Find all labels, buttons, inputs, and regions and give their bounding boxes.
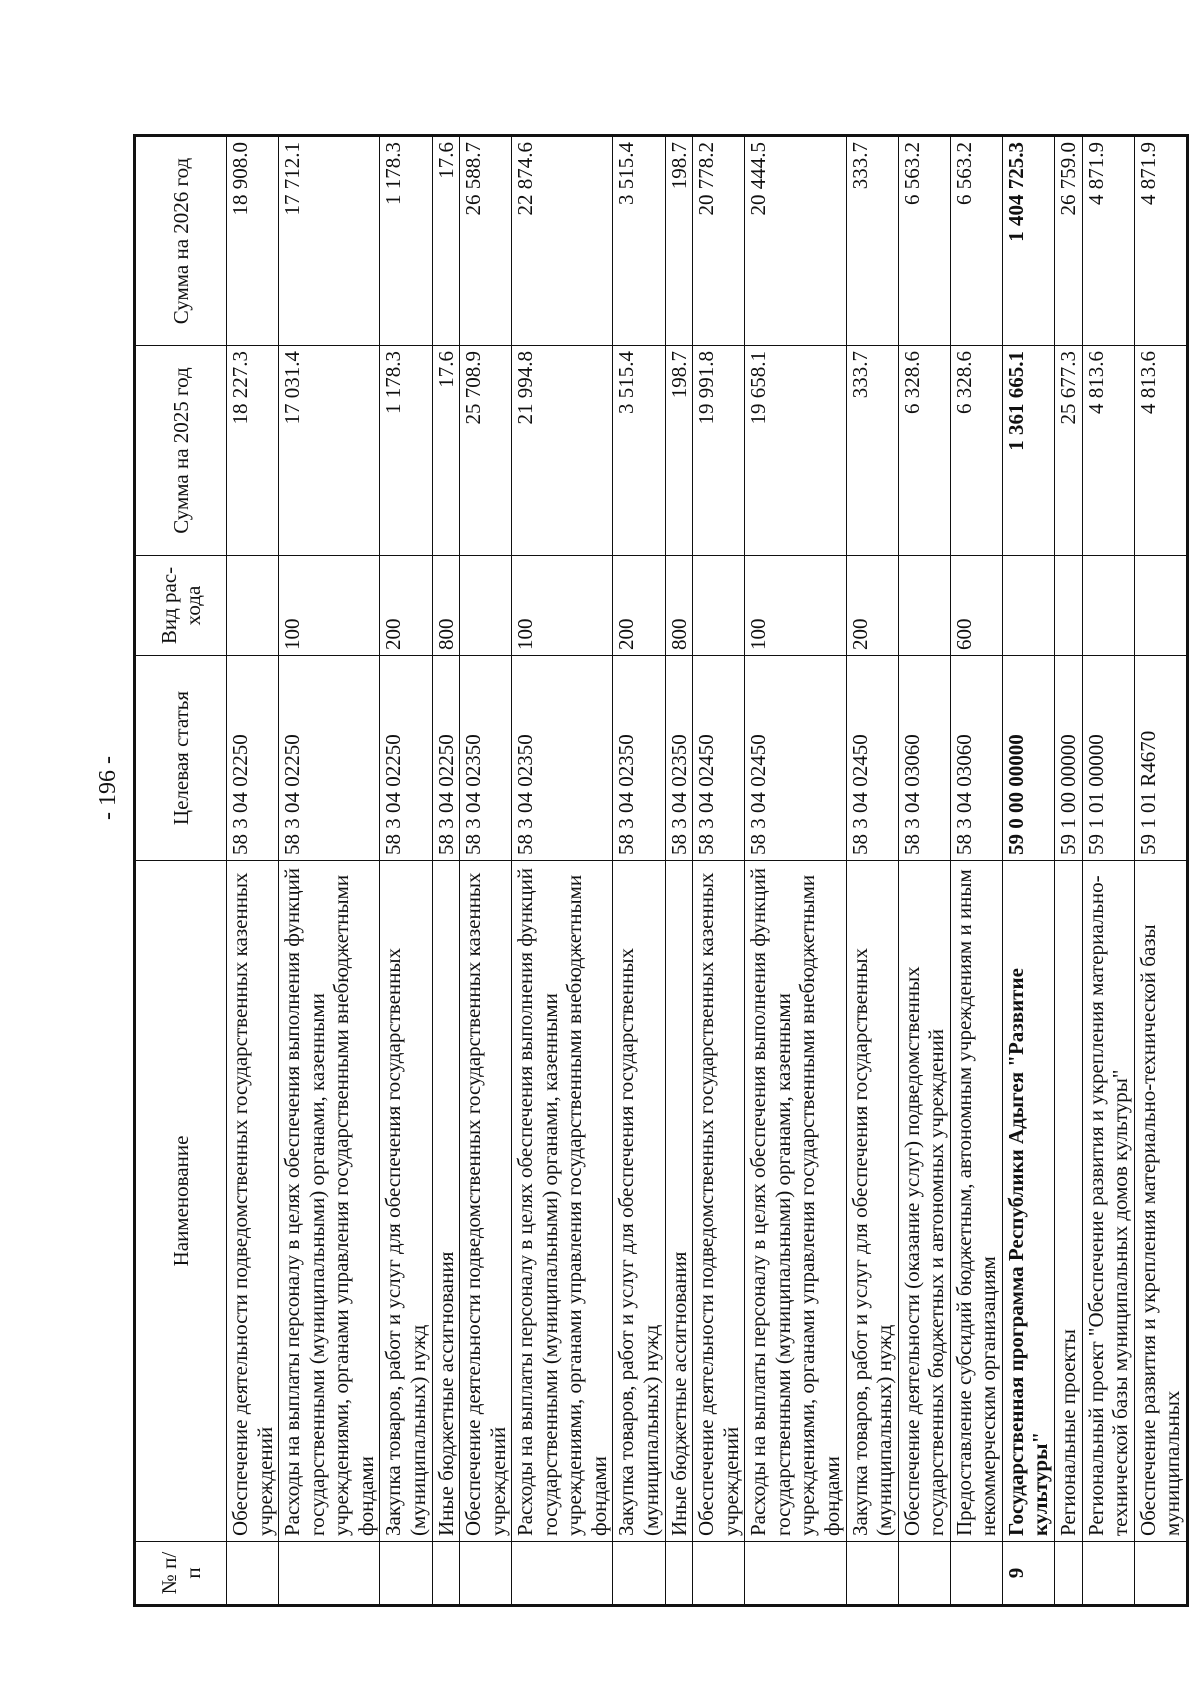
cell-sum-2026: 4 871.9 [1082, 136, 1134, 346]
cell-sum-2026: 20 778.2 [693, 136, 745, 346]
cell-sum-2026: 198.7 [665, 136, 693, 346]
table-row [745, 136, 846, 1606]
cell-no [613, 1542, 665, 1606]
cell-sum-2026: 4 871.9 [1134, 136, 1187, 346]
table-row [1055, 136, 1083, 1606]
cell-sum-2025: 19 991.8 [693, 346, 745, 556]
table-row [1082, 136, 1134, 1606]
cell-name: Расходы на выплаты персоналу в целях обеспечения выполнения функций государственными (муниципальными) органами, казенными учреждениями, органами управления государственными внебюджетными фондами [512, 861, 613, 1542]
cell-kind: 200 [613, 556, 665, 656]
table-body [227, 136, 1188, 1606]
cell-no [898, 1542, 950, 1606]
column-header-target: Целевая статья [135, 656, 227, 861]
cell-sum-2026: 333.7 [846, 136, 898, 346]
cell-kind: 800 [432, 556, 460, 656]
table-row [279, 136, 380, 1606]
cell-no [665, 1542, 693, 1606]
cell-kind: 100 [279, 556, 380, 656]
cell-kind: 100 [512, 556, 613, 656]
cell-name: Закупка товаров, работ и услуг для обеспечения государственных (муниципальных) нужд [380, 861, 432, 1542]
cell-target: 58 3 04 02450 [693, 656, 745, 861]
cell-target: 58 3 04 02250 [227, 656, 279, 861]
cell-target: 58 3 04 02250 [279, 656, 380, 861]
cell-kind [693, 556, 745, 656]
table-row [665, 136, 693, 1606]
cell-name: Обеспечение деятельности (оказание услуг) подведомственных государственных бюджетных и автономных учреждений [898, 861, 950, 1542]
cell-sum-2026: 6 563.2 [950, 136, 1002, 346]
cell-kind [1055, 556, 1083, 656]
cell-sum-2026: 18 908.0 [227, 136, 279, 346]
cell-sum-2025: 4 813.6 [1082, 346, 1134, 556]
table-row [460, 136, 512, 1606]
cell-sum-2026: 1 404 725.3 [1002, 136, 1054, 346]
cell-sum-2025: 21 994.8 [512, 346, 613, 556]
cell-no [432, 1542, 460, 1606]
cell-name: Обеспечение развития и укрепления материально-технической базы муниципальных [1134, 861, 1187, 1542]
cell-no [846, 1542, 898, 1606]
cell-target: 59 1 00 00000 [1055, 656, 1083, 861]
table-row [512, 136, 613, 1606]
cell-no [512, 1542, 613, 1606]
cell-sum-2025: 17.6 [432, 346, 460, 556]
cell-kind [898, 556, 950, 656]
cell-sum-2025: 6 328.6 [950, 346, 1002, 556]
cell-sum-2025: 1 178.3 [380, 346, 432, 556]
cell-sum-2026: 20 444.5 [745, 136, 846, 346]
cell-sum-2025: 19 658.1 [745, 346, 846, 556]
cell-no [950, 1542, 1002, 1606]
cell-name: Предоставление субсидий бюджетным, автономным учреждениям и иным некоммерческим организациям [950, 861, 1002, 1542]
cell-kind [460, 556, 512, 656]
cell-name: Закупка товаров, работ и услуг для обеспечения государственных (муниципальных) нужд [613, 861, 665, 1542]
column-header-kind: Вид рас-хода [135, 556, 227, 656]
table-row [227, 136, 279, 1606]
cell-kind [227, 556, 279, 656]
column-header-sum-2025: Сумма на 2025 год [135, 346, 227, 556]
cell-name: Расходы на выплаты персоналу в целях обеспечения выполнения функций государственными (муниципальными) органами, казенными учреждениями, органами управления государственными внебюджетными фондами [745, 861, 846, 1542]
cell-no [460, 1542, 512, 1606]
column-header-name: Наименование [135, 861, 227, 1542]
cell-kind [1002, 556, 1054, 656]
table-row [950, 136, 1002, 1606]
page-number: - 196 - [95, 756, 121, 820]
cell-name: Государственная программа Республики Адыгея "Развитие культуры" [1002, 861, 1054, 1542]
cell-kind [1134, 556, 1187, 656]
cell-no [1134, 1542, 1187, 1606]
table-row [1134, 136, 1187, 1606]
cell-name: Региональные проекты [1055, 861, 1083, 1542]
cell-sum-2025: 198.7 [665, 346, 693, 556]
cell-kind: 100 [745, 556, 846, 656]
cell-sum-2026: 17 712.1 [279, 136, 380, 346]
cell-sum-2025: 1 361 665.1 [1002, 346, 1054, 556]
cell-target: 58 3 04 02250 [380, 656, 432, 861]
cell-name: Региональный проект "Обеспечение развития и укрепления материально-технической базы муниципальных домов культуры" [1082, 861, 1134, 1542]
cell-sum-2026: 26 759.0 [1055, 136, 1083, 346]
table-row [613, 136, 665, 1606]
cell-sum-2026: 22 874.6 [512, 136, 613, 346]
table-row [1002, 136, 1054, 1606]
cell-name: Закупка товаров, работ и услуг для обеспечения государственных (муниципальных) нужд [846, 861, 898, 1542]
cell-sum-2026: 3 515.4 [613, 136, 665, 346]
cell-sum-2025: 25 708.9 [460, 346, 512, 556]
cell-target: 58 3 04 02450 [745, 656, 846, 861]
cell-no [227, 1542, 279, 1606]
cell-name: Расходы на выплаты персоналу в целях обеспечения выполнения функций государственными (муниципальными) органами, казенными учреждениями, органами управления государственными внебюджетными фондами [279, 861, 380, 1542]
cell-sum-2025: 4 813.6 [1134, 346, 1187, 556]
rotated-page-content [133, 137, 1185, 1607]
table-row [846, 136, 898, 1606]
cell-name: Обеспечение деятельности подведомственных государственных казенных учреждений [693, 861, 745, 1542]
cell-sum-2025: 18 227.3 [227, 346, 279, 556]
cell-sum-2026: 17.6 [432, 136, 460, 346]
cell-sum-2025: 3 515.4 [613, 346, 665, 556]
cell-no [1055, 1542, 1083, 1606]
table-row [898, 136, 950, 1606]
cell-no: 9 [1002, 1542, 1054, 1606]
cell-no [693, 1542, 745, 1606]
cell-sum-2026: 26 588.7 [460, 136, 512, 346]
cell-no [1082, 1542, 1134, 1606]
cell-no [745, 1542, 846, 1606]
cell-target: 58 3 04 02350 [512, 656, 613, 861]
cell-no [380, 1542, 432, 1606]
cell-kind: 200 [846, 556, 898, 656]
cell-sum-2025: 25 677.3 [1055, 346, 1083, 556]
cell-kind: 800 [665, 556, 693, 656]
cell-target: 58 3 04 02350 [613, 656, 665, 861]
table-header-row [135, 136, 227, 1606]
column-header-sum-2026: Сумма на 2026 год [135, 136, 227, 346]
cell-name: Иные бюджетные ассигнования [432, 861, 460, 1542]
cell-target: 58 3 04 02350 [665, 656, 693, 861]
cell-sum-2025: 333.7 [846, 346, 898, 556]
table-row [693, 136, 745, 1606]
cell-target: 58 3 04 02450 [846, 656, 898, 861]
cell-kind: 600 [950, 556, 1002, 656]
cell-target: 59 1 01 R4670 [1134, 656, 1187, 861]
table-row [380, 136, 432, 1606]
cell-target: 59 0 00 00000 [1002, 656, 1054, 861]
cell-no [279, 1542, 380, 1606]
cell-kind: 200 [380, 556, 432, 656]
cell-target: 58 3 04 02350 [460, 656, 512, 861]
cell-target: 59 1 01 00000 [1082, 656, 1134, 861]
cell-name: Обеспечение деятельности подведомственных государственных казенных учреждений [227, 861, 279, 1542]
column-header-no: № п/п [135, 1542, 227, 1606]
cell-sum-2025: 6 328.6 [898, 346, 950, 556]
cell-target: 58 3 04 03060 [950, 656, 1002, 861]
cell-target: 58 3 04 03060 [898, 656, 950, 861]
cell-sum-2025: 17 031.4 [279, 346, 380, 556]
budget-table [133, 134, 1189, 1607]
cell-target: 58 3 04 02250 [432, 656, 460, 861]
cell-sum-2026: 6 563.2 [898, 136, 950, 346]
cell-name: Иные бюджетные ассигнования [665, 861, 693, 1542]
cell-kind [1082, 556, 1134, 656]
cell-name: Обеспечение деятельности подведомственных государственных казенных учреждений [460, 861, 512, 1542]
cell-sum-2026: 1 178.3 [380, 136, 432, 346]
table-row [432, 136, 460, 1606]
